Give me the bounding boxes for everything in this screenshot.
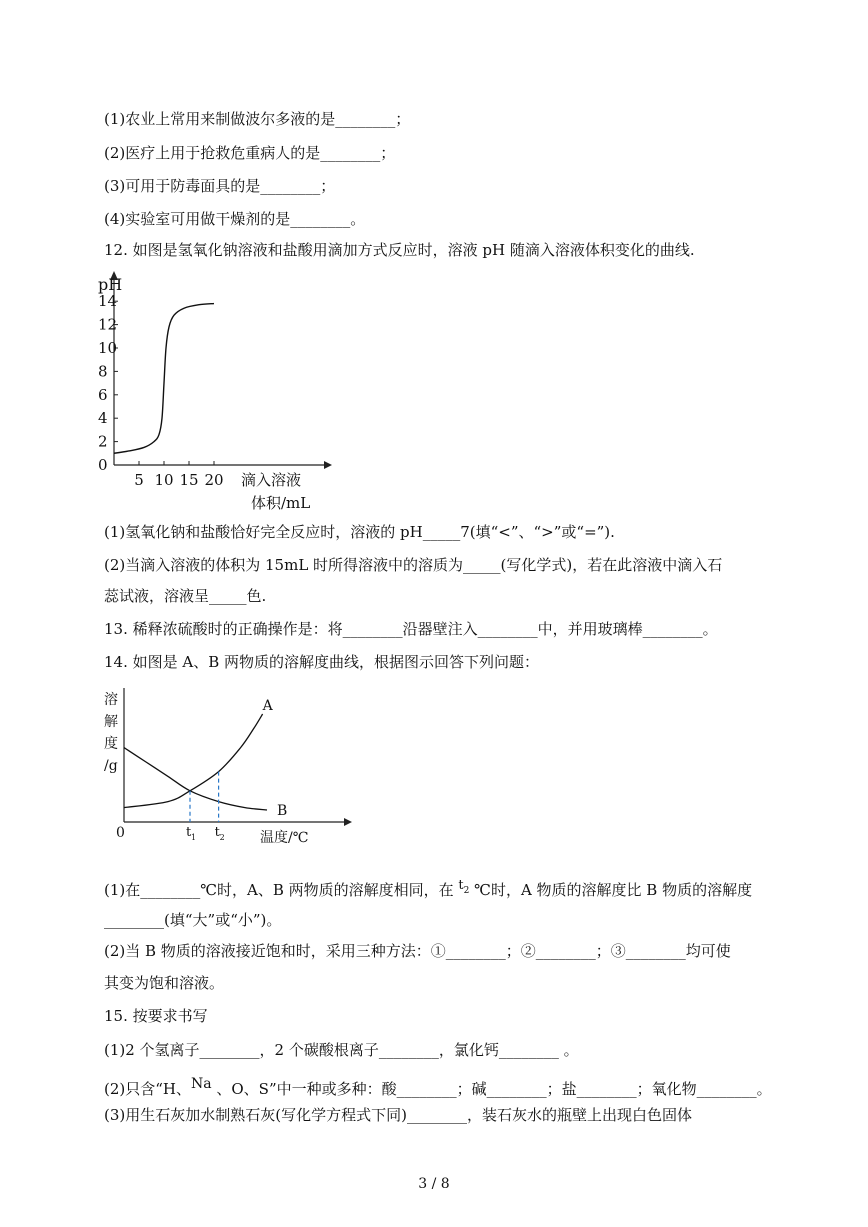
ph-curve bbox=[114, 304, 214, 454]
na-symbol: Na bbox=[191, 1076, 212, 1092]
q12-item-2-line-2: 蕊试液，溶液呈_____色. bbox=[104, 587, 267, 605]
y-tick-label: 12 bbox=[98, 315, 118, 334]
q14-item-1-line-1 bbox=[104, 876, 752, 901]
x-tick-label: 15 bbox=[179, 471, 199, 489]
y-tick-label: 2 bbox=[98, 432, 108, 451]
q11-item-2: (2)医疗上用于抢救危重病人的是________； bbox=[104, 144, 396, 162]
y-tick-label: 8 bbox=[98, 362, 108, 381]
x-tick-label: 10 bbox=[154, 471, 174, 489]
curve-label-a: A bbox=[262, 698, 273, 714]
q15-item-2-text-a: (2)只含“H、 bbox=[104, 1080, 191, 1098]
q11-item-4: (4)实验室可用做干燥剂的是________。 bbox=[104, 210, 366, 228]
q14-item-2-line-2: 其变为饱和溶液。 bbox=[104, 974, 225, 992]
ph-titration-chart bbox=[96, 268, 336, 516]
q12-stem: 12. 如图是氢氧化钠溶液和盐酸用滴加方式反应时，溶液 pH 随滴入溶液体积变化的曲线. bbox=[104, 241, 695, 259]
x-axis-label-line-1: 滴入溶液 bbox=[241, 471, 302, 489]
curve-label-b: B bbox=[277, 803, 288, 819]
q11-item-3: (3)可用于防毒面具的是________； bbox=[104, 177, 336, 195]
page-number: 3 / 8 bbox=[418, 1176, 450, 1192]
marker-subscript-t1: 1 bbox=[191, 833, 197, 842]
q14-item-1-text-b: ℃时，A 物质的溶解度比 B 物质的溶解度 bbox=[469, 881, 753, 899]
x-axis-label: 温度/℃ bbox=[260, 830, 309, 846]
y-tick-label: 10 bbox=[98, 339, 118, 357]
q12-item-2-line-1: (2)当滴入溶液的体积为 15mL 时所得溶液中的溶质为_____(写化学式)，若在此溶液中滴入石 bbox=[104, 556, 723, 574]
q15-stem: 15. 按要求书写 bbox=[104, 1007, 208, 1025]
y-axis-label: 溶解度/g bbox=[104, 692, 118, 774]
q14-stem: 14. 如图是 A、B 两物质的溶解度曲线，根据图示回答下列问题： bbox=[104, 653, 540, 671]
x-axis-arrow bbox=[324, 461, 332, 469]
y-tick-label: 0 bbox=[98, 456, 108, 474]
q14-item-1-line-2: ________(填“大”或“小”)。 bbox=[104, 911, 282, 929]
curve-b bbox=[124, 748, 267, 810]
q15-item-2 bbox=[104, 1074, 772, 1099]
solubility-curve-chart bbox=[96, 684, 356, 850]
marker-label-t1: t bbox=[186, 825, 192, 840]
q11-item-1: (1)农业上常用来制做波尔多液的是________； bbox=[104, 110, 411, 128]
q15-item-3: (3)用生石灰加水制熟石灰(写化学方程式下同)________，装石灰水的瓶壁上出现白色固体 bbox=[104, 1106, 692, 1124]
marker-subscript-t2: 2 bbox=[219, 833, 225, 842]
marker-label-t2: t bbox=[214, 825, 220, 840]
q15-item-1: (1)2 个氢离子________，2 个碳酸根离子________，氯化钙________ 。 bbox=[104, 1041, 579, 1059]
q13-stem: 13. 稀释浓硫酸时的正确操作是：将________沿器壁注入________中，并用玻璃棒________。 bbox=[104, 620, 718, 638]
y-tick-label: 14 bbox=[98, 292, 118, 311]
q12-item-1: (1)氢氧化钠和盐酸恰好完全反应时，溶液的 pH_____7(填“<”、“>”或“=”). bbox=[104, 523, 615, 541]
y-axis-label: pH bbox=[98, 275, 123, 294]
y-tick-label: 4 bbox=[98, 409, 108, 428]
x-tick-label: 20 bbox=[204, 471, 224, 489]
x-axis-label-line-2: 体积/mL bbox=[251, 494, 311, 512]
q14-item-2-line-1: (2)当 B 物质的溶液接近饱和时，采用三种方法：①________；②________；③________均可使 bbox=[104, 942, 731, 960]
y-tick-label: 6 bbox=[98, 385, 108, 404]
q14-item-1-text-a: (1)在________℃时，A、B 两物质的溶解度相同，在 bbox=[104, 881, 459, 899]
origin-label: 0 bbox=[116, 825, 125, 841]
q15-item-2-text-b: 、O、S”中一种或多种：酸________；碱________；盐________；氧化物________。 bbox=[211, 1080, 772, 1098]
x-axis-arrow bbox=[344, 818, 352, 826]
x-tick-label: 5 bbox=[134, 471, 144, 489]
t2-symbol: t bbox=[458, 878, 464, 893]
t2-subscript: 2 bbox=[463, 886, 470, 896]
